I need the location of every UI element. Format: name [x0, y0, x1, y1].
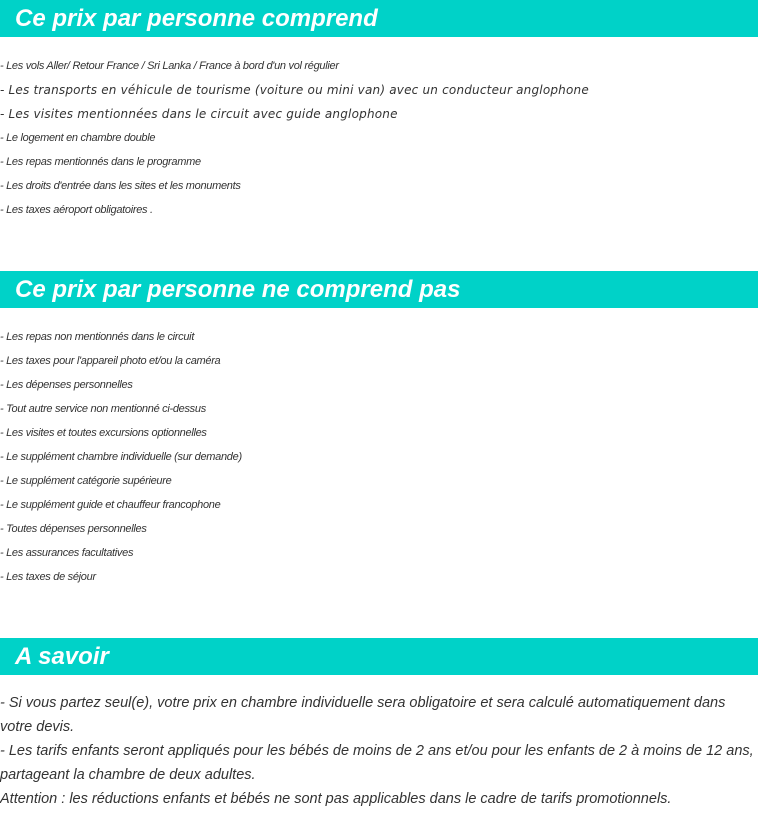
list-item: - Les visites et toutes excursions optionnelles	[0, 427, 207, 439]
list-item: - Les dépenses personnelles	[0, 379, 133, 391]
excludes-header: Ce prix par personne ne comprend pas	[0, 271, 758, 308]
info-paragraph-single: - Si vous partez seul(e), votre prix en chambre individuelle sera obligatoire et sera calculé automatiquement dans votre devis.	[0, 695, 726, 735]
excludes-list	[0, 325, 242, 589]
list-item: - Les visites mentionnées dans le circuit avec guide anglophone	[0, 107, 398, 121]
list-item: - Les assurances facultatives	[0, 547, 134, 559]
list-item: - Le logement en chambre double	[0, 132, 156, 144]
list-item: - Les droits d'entrée dans les sites et les monuments	[0, 180, 241, 192]
info-header: A savoir	[0, 638, 758, 675]
list-item: - Les repas non mentionnés dans le circuit	[0, 331, 195, 343]
list-item: - Les taxes aéroport obligatoires .	[0, 204, 153, 216]
list-item: - Les repas mentionnés dans le programme	[0, 156, 201, 168]
info-paragraph-children: - Les tarifs enfants seront appliqués pour les bébés de moins de 2 ans et/ou pour les enfants de 2 à moins de 12 ans, partageant la chambre de deux adultes.	[0, 743, 754, 783]
list-item: - Les taxes pour l'appareil photo et/ou la caméra	[0, 355, 221, 367]
list-item: - Toutes dépenses personnelles	[0, 523, 147, 535]
list-item: - Le supplément catégorie supérieure	[0, 475, 172, 487]
list-item: - Le supplément chambre individuelle (sur demande)	[0, 451, 242, 463]
list-item: - Les transports en véhicule de tourisme (voiture ou mini van) avec un conducteur anglophone	[0, 83, 589, 97]
includes-list	[0, 54, 589, 222]
list-item: - Le supplément guide et chauffeur francophone	[0, 499, 221, 511]
info-paragraph-attention: Attention : les réductions enfants et bébés ne sont pas applicables dans le cadre de tarifs promotionnels.	[0, 791, 672, 807]
list-item: - Les taxes de séjour	[0, 571, 96, 583]
list-item: - Les vols Aller/ Retour France / Sri Lanka / France à bord d'un vol régulier	[0, 60, 339, 72]
includes-header: Ce prix par personne comprend	[0, 0, 758, 37]
list-item: - Tout autre service non mentionné ci-dessus	[0, 403, 206, 415]
